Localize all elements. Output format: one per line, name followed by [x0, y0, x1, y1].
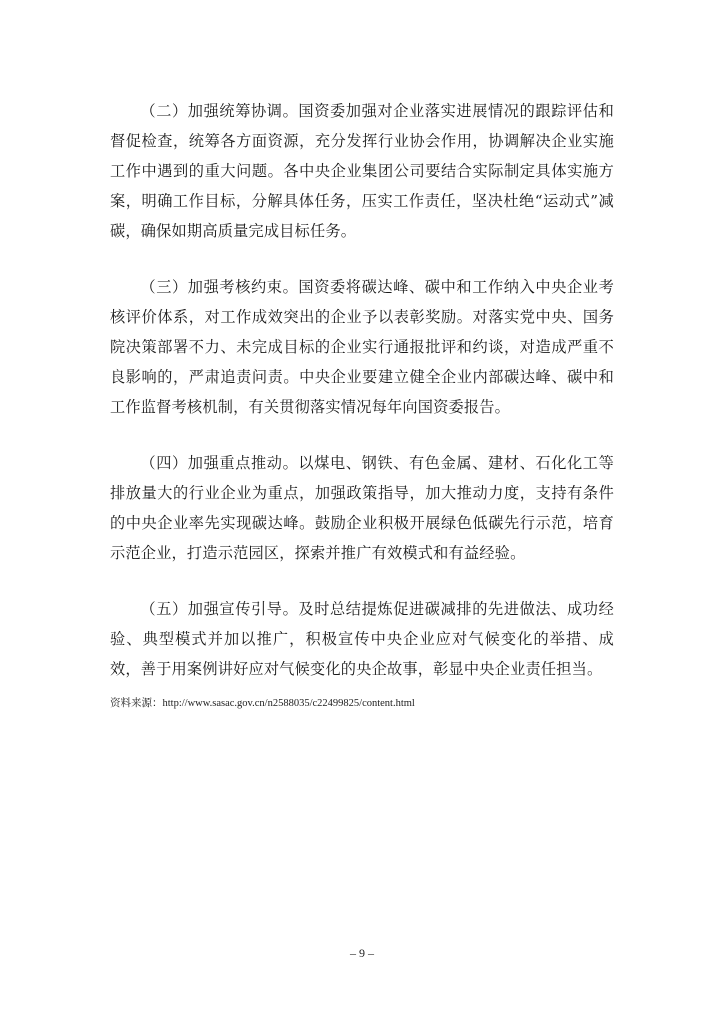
body-text — [110, 96, 614, 710]
paragraph-coordination: （二）加强统筹协调。国资委加强对企业落实进展情况的跟踪评估和督促检查，统筹各方面资源，充分发挥行业协会作用，协调解决企业实施工作中遇到的重大问题。各中央企业集团公司要结合实际制定具体实施方案，明确工作目标，分解具体任务，压实工作责任，坚决杜绝“运动式”减碳，确保如期高质量完成目标任务。 — [110, 102, 614, 240]
paragraph-key-promotion: （四）加强重点推动。以煤电、钢铁、有色金属、建材、石化化工等排放量大的行业企业为重点，加强政策指导，加大推动力度，支持有条件的中央企业率先实现碳达峰。鼓励企业积极开展绿色低碳先行示范，培育示范企业，打造示范园区，探索并推广有效模式和有益经验。 — [110, 454, 614, 562]
source-note: 资料来源：http://www.sasac.gov.cn/n2588035/c22499825/content.html — [110, 698, 415, 709]
paragraph-assessment: （三）加强考核约束。国资委将碳达峰、碳中和工作纳入中央企业考核评价体系，对工作成效突出的企业予以表彰奖励。对落实党中央、国务院决策部署不力、未完成目标的企业实行通报批评和约谈，对造成严重不良影响的，严肃追责问责。中央企业要建立健全企业内部碳达峰、碳中和工作监督考核机制，有关贯彻落实情况每年向国资委报告。 — [110, 278, 614, 416]
page-number: – 9 – — [350, 946, 374, 960]
paragraph-publicity: （五）加强宣传引导。及时总结提炼促进碳减排的先进做法、成功经验、典型模式并加以推广，积极宣传中央企业应对气候变化的举措、成效，善于用案例讲好应对气候变化的央企故事，彰显中央企业责任担当。 — [110, 600, 614, 678]
